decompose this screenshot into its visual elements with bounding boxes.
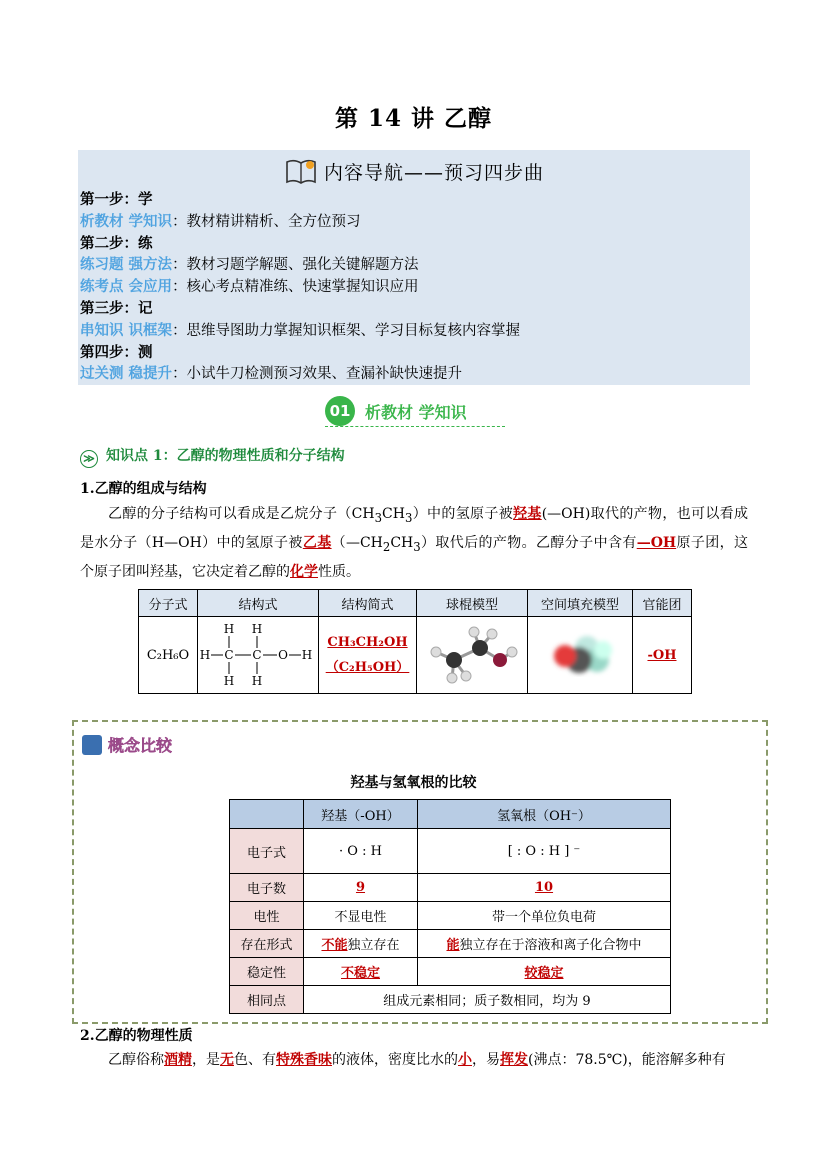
atom-o: O — [278, 648, 288, 662]
structural-formula — [198, 617, 319, 694]
comparison-table — [229, 799, 671, 1014]
atom-h: H — [251, 674, 263, 688]
cell-b: 10 — [418, 874, 671, 902]
atom-h: H — [223, 674, 235, 688]
ethanol-structure-table — [138, 589, 692, 694]
heading-physical-properties: 2.乙醇的物理性质 — [80, 1028, 193, 1044]
atom-h: H — [223, 622, 235, 636]
space-filling-model — [528, 617, 633, 694]
col-header: 分子式 — [139, 590, 198, 617]
cell-a: 9 — [304, 874, 418, 902]
step1: 第一步：学 — [80, 192, 153, 208]
step3-label: 串知识 识框架 — [80, 322, 173, 339]
cell-b: 带一个单位负电荷 — [418, 902, 671, 930]
page-title: 第 14 讲 乙醇 — [334, 105, 493, 132]
section-label: 析教材 学知识 — [365, 403, 467, 422]
col-header: 空间填充模型 — [528, 590, 633, 617]
col-header: 官能团 — [633, 590, 692, 617]
molecular-formula: C₂H₆O — [139, 617, 198, 694]
atom-c: C — [252, 648, 262, 662]
row-label: 电性 — [230, 902, 304, 930]
comparison-title: 羟基与氢氧根的比较 — [350, 775, 477, 791]
functional-group: -OH — [633, 617, 692, 694]
cell-a: 不稳定 — [304, 958, 418, 986]
row-label: 电子数 — [230, 874, 304, 902]
cell-b: 能独立存在于溶液和离子化合物中 — [418, 930, 671, 958]
cell-electron-formula-a: · O : H — [304, 829, 418, 874]
step2-label-2: 练考点 会应用 — [80, 279, 173, 296]
atom-h: H — [301, 648, 313, 662]
row-label: 稳定性 — [230, 958, 304, 986]
badge-text: 概念比较 — [108, 736, 173, 755]
row-label: 存在形式 — [230, 930, 304, 958]
paragraph-structure: 乙醇的分子结构可以看成是乙烷分子$(CH_3CH_3)$中的氢原子被羟基(—OH)取代的产物，也可以看成是水分子（H—OH）中的氢原子被乙基$(—CH_2CH_3)$取代后的产物。乙醇分子中含有—OH原子团，这个原子团叫羟基，它决定着乙醇的化学性质。 — [80, 506, 749, 580]
step1-label: 析教材 学知识 — [80, 213, 173, 230]
col-header-hydroxide: 氢氧根（OH⁻） — [418, 800, 671, 829]
paragraph-physical: 乙醇俗称酒精，是无色、有特殊香味的液体，密度比水的小，易挥发(沸点：78.5℃)，能溶解多种有 — [108, 1052, 726, 1068]
row-label: 相同点 — [230, 986, 304, 1014]
col-header: 结构简式 — [319, 590, 417, 617]
col-header: 结构式 — [198, 590, 319, 617]
knowledge-point-heading: ≫ 知识点 1：乙醇的物理性质和分子结构 — [80, 445, 345, 468]
cell-a: 不能独立存在 — [304, 930, 418, 958]
box-badge — [82, 731, 212, 763]
row-label: 电子式 — [230, 829, 304, 874]
content-navigation-box: 内容导航——预习四步曲 第一步：学 析教材 学知识：教材精讲精析、全方位预习 第二步：练 练习题 强方法：教材习题学解题、强化关键解题方法 练考点 会应用：核心考点精准练、快速掌握知识应用 第三步：记 串知识 识框架：思维导图助力掌握知识框架、学习目标复核内容掌握 第四步：测 过关测 稳提升：小试牛刀检测预习效果、查漏补缺快速提升 — [78, 150, 750, 385]
book-icon — [284, 156, 318, 191]
atom-h: H — [251, 622, 263, 636]
step4-label: 过关测 稳提升 — [80, 366, 173, 383]
section-banner — [325, 396, 505, 428]
section-underline — [325, 426, 505, 427]
step3: 第三步：记 — [80, 300, 153, 317]
cell-b: 较稳定 — [418, 958, 671, 986]
cell-span: 组成元素相同；质子数相同，均为 9 — [304, 986, 671, 1014]
atom-c: C — [224, 648, 234, 662]
simple-formula: CH₃CH₂OH （C₂H₅OH） — [319, 617, 417, 694]
step2-label-1: 练习题 强方法 — [80, 257, 173, 274]
section-number: 01 — [325, 396, 355, 426]
heading-composition: 1.乙醇的组成与结构 — [80, 481, 207, 497]
cell-a: 不显电性 — [304, 902, 418, 930]
cell-electron-formula-b: [ : O : H ] ⁻ — [418, 829, 671, 874]
step2: 第二步：练 — [80, 235, 153, 252]
ball-stick-model — [417, 617, 528, 694]
atom-h: H — [199, 648, 211, 662]
step4: 第四步：测 — [80, 344, 153, 361]
nav-header: 内容导航——预习四步曲 — [78, 156, 750, 191]
col-header-hydroxyl: 羟基（-OH） — [304, 800, 418, 829]
col-header: 球棍模型 — [417, 590, 528, 617]
chevron-right-icon: ≫ — [80, 450, 98, 468]
